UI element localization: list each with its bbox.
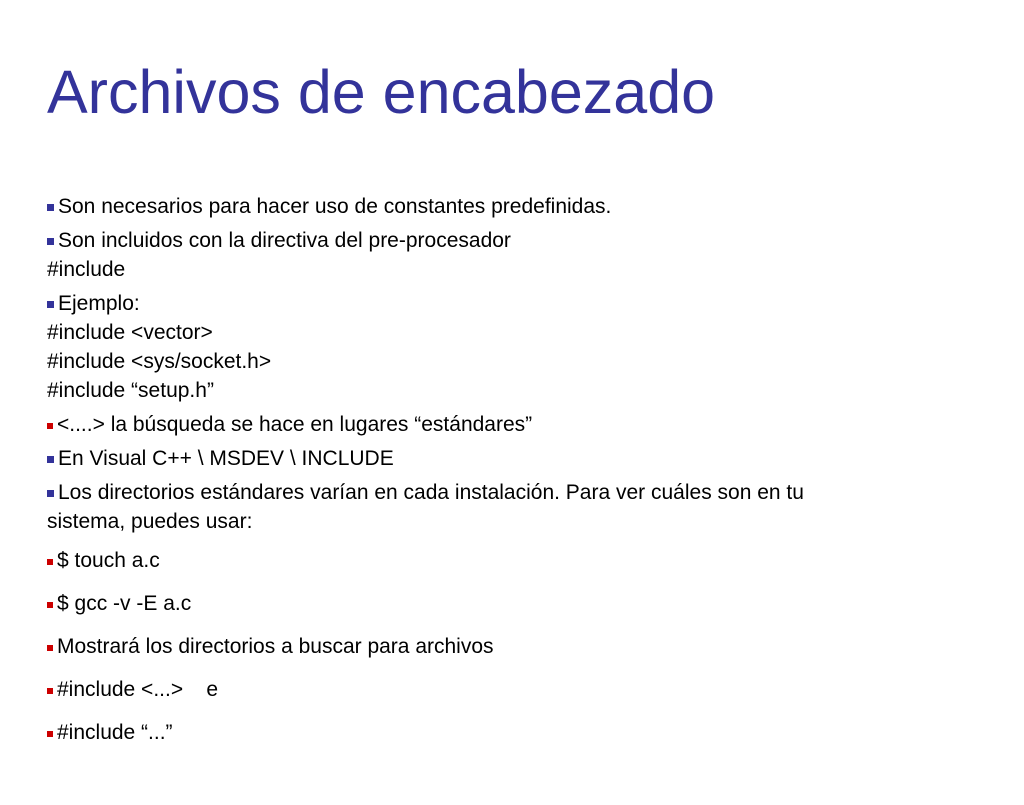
bullet-item xyxy=(47,718,997,747)
square-bullet-icon xyxy=(47,490,54,497)
bullet-item xyxy=(47,675,997,704)
bullet-text: Mostrará los directorios a buscar para archivos xyxy=(57,635,494,658)
bullet-text-continuation: #include xyxy=(47,258,126,281)
square-bullet-icon xyxy=(47,688,53,694)
square-bullet-icon xyxy=(47,423,53,429)
bullet-item xyxy=(47,410,997,439)
square-bullet-icon xyxy=(47,456,54,463)
square-bullet-icon xyxy=(47,204,54,211)
square-bullet-icon xyxy=(47,238,54,245)
square-bullet-icon xyxy=(47,301,54,308)
square-bullet-icon xyxy=(47,559,53,565)
bullet-text: En Visual C++ \ MSDEV \ INCLUDE xyxy=(58,447,394,470)
bullet-text: Son incluidos con la directiva del pre-procesador xyxy=(58,229,511,252)
bullet-item xyxy=(47,289,997,405)
bullet-item xyxy=(47,546,997,575)
bullet-item xyxy=(47,226,997,284)
bullet-item xyxy=(47,444,997,473)
square-bullet-icon xyxy=(47,602,53,608)
bullet-item xyxy=(47,589,997,618)
bullet-text: $ gcc -v -E a.c xyxy=(57,592,192,615)
bullet-text: Los directorios estándares varían en cada instalación. Para ver cuáles son en tu xyxy=(58,481,804,504)
slide-title: Archivos de encabezado xyxy=(47,58,716,126)
bullet-list xyxy=(47,192,997,761)
bullet-item xyxy=(47,632,997,661)
bullet-text: #include “...” xyxy=(57,721,173,744)
bullet-item xyxy=(47,478,997,536)
bullet-text: Son necesarios para hacer uso de constantes predefinidas. xyxy=(58,195,612,218)
code-line: #include <sys/socket.h> xyxy=(47,350,272,373)
bullet-text: $ touch a.c xyxy=(57,549,160,572)
bullet-item xyxy=(47,192,997,221)
bullet-text: <....> la búsqueda se hace en lugares “estándares” xyxy=(57,413,533,436)
bullet-text: #include <...> e xyxy=(57,678,219,701)
code-line: #include <vector> xyxy=(47,321,213,344)
code-line: #include “setup.h” xyxy=(47,379,214,402)
square-bullet-icon xyxy=(47,645,53,651)
bullet-text-continuation: sistema, puedes usar: xyxy=(47,510,253,533)
square-bullet-icon xyxy=(47,731,53,737)
bullet-text: Ejemplo: xyxy=(58,292,140,315)
